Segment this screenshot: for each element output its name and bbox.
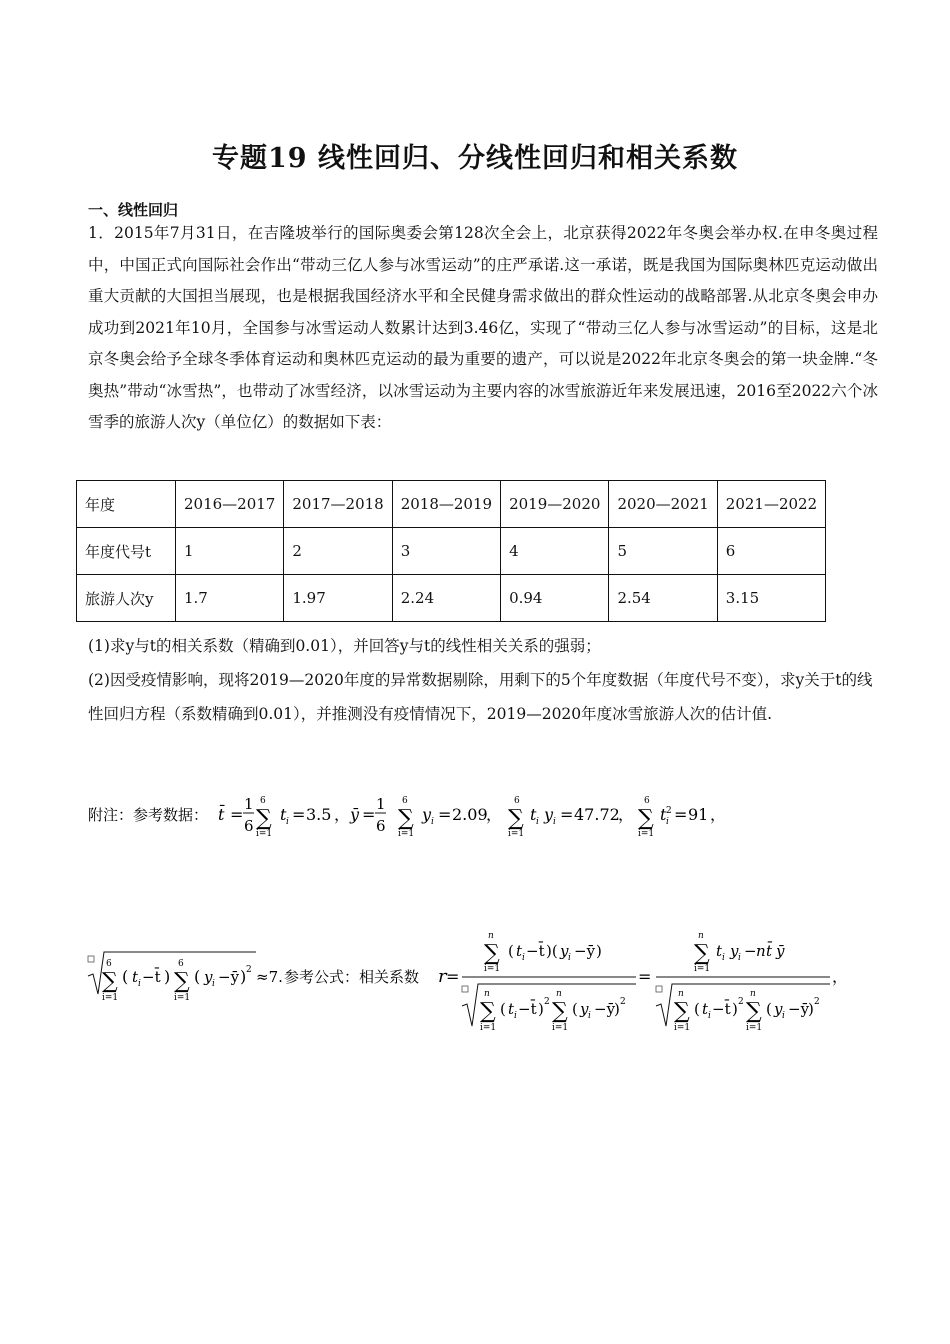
svg-text:2: 2 (666, 806, 672, 816)
table-cell: 2.54 (609, 575, 717, 622)
table-cell: 5 (609, 528, 717, 575)
svg-text:n: n (756, 942, 766, 960)
svg-text:−t̄: −t̄ (526, 942, 545, 960)
formula-label: 参考公式：相关系数 (284, 968, 420, 986)
svg-text:−: − (744, 942, 757, 960)
svg-text:i: i (212, 979, 215, 989)
svg-text:i=1: i=1 (552, 1023, 569, 1033)
svg-text:): ) (732, 1000, 738, 1018)
table-cell: 1.7 (176, 575, 284, 622)
page-title: 专题19 线性回归、分线性回归和相关系数 (212, 143, 738, 174)
svg-text:y: y (730, 942, 739, 960)
svg-text:，: ， (486, 805, 503, 824)
sum-t2-value: 91 (688, 805, 709, 824)
svg-text:y: y (560, 942, 569, 960)
note-label: 附注：参考数据： (88, 806, 209, 824)
table-row (77, 575, 826, 622)
svg-text:∑: ∑ (102, 969, 118, 994)
table-cell: 旅游人次y (77, 575, 176, 622)
table-cell: 6 (717, 528, 825, 575)
svg-text:∑: ∑ (480, 999, 496, 1024)
svg-text:=: = (438, 805, 452, 824)
table-cell: 年度代号t (77, 528, 176, 575)
svg-text:i=1: i=1 (694, 964, 711, 974)
svg-text:=: = (560, 805, 574, 824)
svg-text:): ) (538, 1000, 544, 1018)
svg-text:6: 6 (244, 817, 254, 835)
svg-text:i: i (431, 817, 434, 827)
table-cell: 2.24 (392, 575, 500, 622)
svg-text:2: 2 (738, 997, 744, 1007)
table-cell: 2016—2017 (176, 481, 284, 528)
svg-text:i: i (553, 817, 556, 827)
table-cell: 2017—2018 (284, 481, 392, 528)
svg-text:6: 6 (106, 959, 112, 969)
svg-text:n: n (484, 989, 490, 999)
svg-text:−t̄: −t̄ (142, 968, 161, 986)
svg-text:i: i (708, 1011, 711, 1021)
svg-text:i=1: i=1 (638, 829, 655, 839)
svg-text:n: n (678, 989, 684, 999)
sqrt-approx: ≈7. (256, 968, 283, 986)
svg-text:∑: ∑ (746, 999, 762, 1024)
sum-ty-value: 47.72 (574, 805, 620, 824)
svg-text:n: n (488, 931, 494, 941)
svg-text:t: t (660, 805, 667, 824)
svg-text:n: n (556, 989, 562, 999)
table-cell: 2019—2020 (501, 481, 609, 528)
svg-text:ȳ: ȳ (776, 942, 785, 960)
svg-text:i=1: i=1 (174, 993, 191, 1003)
svg-text:t: t (132, 968, 139, 986)
svg-text:): ) (808, 1000, 814, 1018)
svg-text:∑: ∑ (174, 969, 190, 994)
svg-text:n: n (750, 989, 756, 999)
table-cell: 4 (501, 528, 609, 575)
reference-data-formula (86, 782, 726, 842)
svg-text:i=1: i=1 (508, 829, 525, 839)
svg-text:i: i (138, 979, 141, 989)
svg-text:=: = (362, 805, 376, 824)
svg-text:i: i (738, 953, 741, 963)
table-cell: 2021—2022 (717, 481, 825, 528)
svg-text:t: t (508, 1000, 515, 1018)
svg-text:i=1: i=1 (484, 964, 501, 974)
svg-text:−ȳ: −ȳ (574, 942, 596, 960)
svg-text:∑: ∑ (694, 941, 710, 966)
svg-text:i=1: i=1 (102, 993, 119, 1003)
table-row (77, 528, 826, 575)
svg-text:(: ( (122, 967, 129, 986)
svg-text:i: i (514, 1011, 517, 1021)
table-cell: 2 (284, 528, 392, 575)
svg-text:(: ( (694, 1000, 700, 1018)
svg-text:6: 6 (178, 959, 184, 969)
svg-text:6: 6 (376, 817, 386, 835)
svg-text:y: y (204, 968, 213, 986)
svg-text:2: 2 (620, 997, 626, 1007)
svg-text:2: 2 (814, 997, 820, 1007)
svg-text:6: 6 (644, 796, 650, 806)
svg-text:y: y (544, 805, 554, 824)
svg-text:i: i (588, 1011, 591, 1021)
svg-text:i: i (286, 817, 289, 827)
svg-text:(: ( (194, 967, 201, 986)
svg-text:∑: ∑ (256, 806, 272, 831)
svg-text:i=1: i=1 (674, 1023, 691, 1033)
svg-text:−ȳ: −ȳ (594, 1000, 616, 1018)
svg-text:∑: ∑ (638, 806, 654, 831)
svg-text:): ) (164, 967, 171, 986)
svg-text:2: 2 (544, 997, 550, 1007)
table-cell: 1 (176, 528, 284, 575)
svg-text:i=1: i=1 (746, 1023, 763, 1033)
svg-text:，: ， (334, 805, 351, 824)
svg-text:6: 6 (514, 796, 520, 806)
table-cell: 2020—2021 (609, 481, 717, 528)
svg-text:1: 1 (376, 795, 386, 813)
svg-text:n: n (698, 931, 704, 941)
svg-text:，: ， (832, 967, 849, 986)
table-cell: 2018—2019 (392, 481, 500, 528)
svg-text:y: y (580, 1000, 589, 1018)
svg-text:r: r (438, 966, 447, 987)
svg-text:): ) (614, 1000, 620, 1018)
t-mean-value: 3.5 (306, 805, 332, 824)
svg-text:=: = (446, 967, 460, 986)
svg-text:−ȳ: −ȳ (218, 968, 240, 986)
svg-text:−ȳ: −ȳ (788, 1000, 810, 1018)
svg-text:i: i (568, 953, 571, 963)
svg-text:i: i (536, 817, 539, 827)
svg-text:i=1: i=1 (398, 829, 415, 839)
svg-text:∑: ∑ (508, 806, 524, 831)
question-2: (2)因受疫情影响，现将2019—2020年度的异常数据剔除，用剩下的5个年度数据（年度代号不变），求y关于t的线性回归方程（系数精确到0.01），并推测没有疫情情况下，2019—2020年度冰雪旅游人次的估计值. (88, 671, 873, 723)
svg-text:−t̄: −t̄ (712, 1000, 731, 1018)
svg-text:i=1: i=1 (480, 1023, 497, 1033)
svg-text:6: 6 (402, 796, 408, 806)
table-row (77, 481, 826, 528)
svg-text:t: t (516, 942, 523, 960)
svg-text:t: t (280, 805, 287, 824)
svg-text:−t̄: −t̄ (518, 1000, 537, 1018)
svg-text:)(: )( (546, 942, 558, 960)
table-cell: 年度 (77, 481, 176, 528)
svg-text:(: ( (572, 1000, 578, 1018)
svg-text:i: i (782, 1011, 785, 1021)
svg-text:): ) (596, 942, 602, 960)
svg-text:∑: ∑ (398, 806, 414, 831)
svg-text:=: = (638, 967, 652, 986)
table-cell: 3 (392, 528, 500, 575)
problem-intro: 1．2015年7月31日，在吉隆坡举行的国际奥委会第128次全会上，北京获得2022年冬奥会举办权.在申冬奥过程中，中国正式向国际社会作出“带动三亿人参与冰雪运动”的庄严承诺.这一承诺，既是我国为国际奥林匹克运动做出重大贡献的大国担当展现，也是根据我国经济水平和全民健身需求做出的群众性运动的战略部署.从北京冬奥会申办成功到2021年10月，全国参与冰雪运动人数累计达到3.46亿，实现了“带动三亿人参与冰雪运动”的目标，这是北京冬奥会给予全球冬季体育运动和奥林匹克运动的最为重要的遗产，可以说是2022年北京冬奥会的第一块金牌.“冬奥热”带动“冰雪热”，也带动了冰雪经济，以冰雪运动为主要内容的冰雪旅游近年来发展迅速，2016至2022六个冰雪季的旅游人次y（单位亿）的数据如下表： (88, 224, 878, 431)
svg-text:1: 1 (244, 795, 254, 813)
svg-text:∑: ∑ (552, 999, 568, 1024)
svg-text:，: ， (618, 805, 635, 824)
question-1: (1)求y与t的相关系数（精确到0.01），并回答y与t的线性相关关系的强弱； (88, 637, 601, 655)
svg-text:，: ， (710, 805, 726, 824)
y-mean-value: 2.09 (452, 805, 488, 824)
svg-text:(: ( (766, 1000, 772, 1018)
svg-text:=: = (674, 805, 688, 824)
svg-text:(: ( (500, 1000, 506, 1018)
svg-text:∑: ∑ (484, 941, 500, 966)
svg-text:t: t (530, 805, 537, 824)
section-heading: 一、线性回归 (88, 201, 179, 219)
svg-text:t: t (716, 942, 723, 960)
svg-text:t̄: t̄ (218, 805, 225, 824)
data-table (76, 480, 826, 622)
table-cell: 0.94 (501, 575, 609, 622)
svg-text:6: 6 (260, 796, 266, 806)
svg-text:y: y (774, 1000, 783, 1018)
svg-text:(: ( (508, 942, 514, 960)
svg-text:=: = (230, 805, 244, 824)
svg-text:t: t (702, 1000, 709, 1018)
svg-text:y: y (422, 805, 432, 824)
correlation-formula (84, 922, 854, 1042)
svg-text:i=1: i=1 (256, 829, 273, 839)
svg-text:i: i (722, 953, 725, 963)
svg-text:t̄: t̄ (766, 942, 773, 960)
svg-text:i: i (666, 817, 669, 827)
svg-text:ȳ: ȳ (350, 805, 360, 824)
table-cell: 1.97 (284, 575, 392, 622)
svg-text:i: i (522, 953, 525, 963)
svg-text:=: = (292, 805, 306, 824)
table-cell: 3.15 (717, 575, 825, 622)
svg-text:∑: ∑ (674, 999, 690, 1024)
svg-text:): ) (240, 967, 247, 986)
svg-text:2: 2 (246, 965, 252, 975)
